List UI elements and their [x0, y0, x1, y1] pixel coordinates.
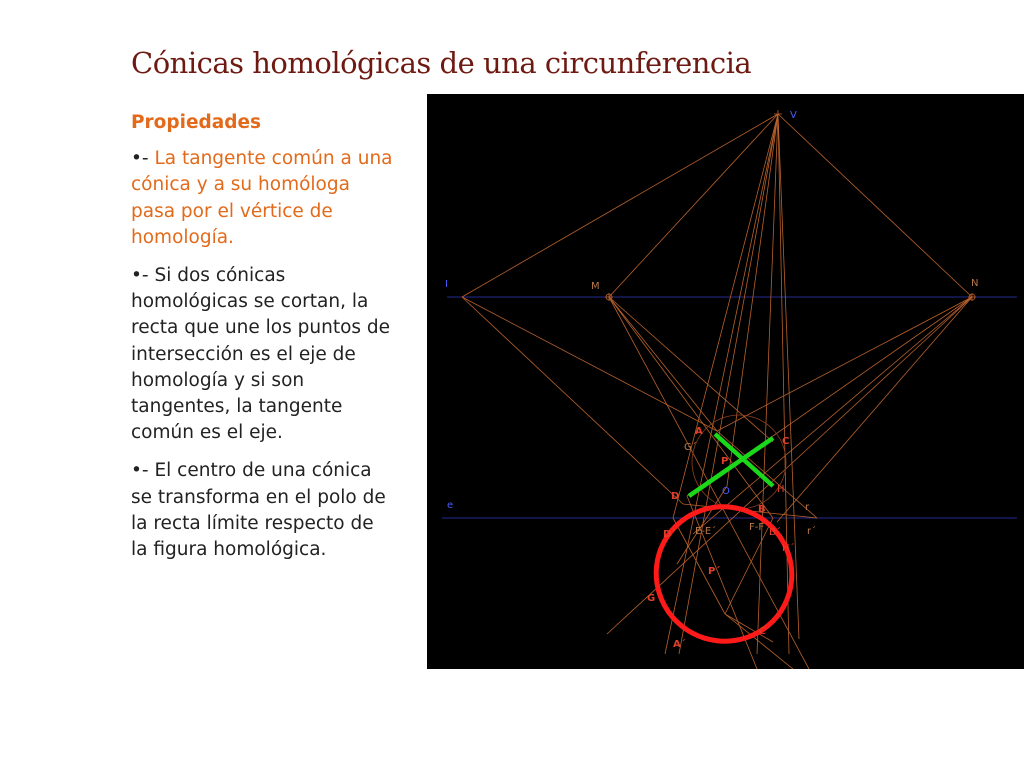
bullet-item-1: [131, 146, 393, 251]
bullet-text: El centro de una cónica se transforma en el polo de la recta límite respecto de la figura homológica.: [131, 460, 386, 561]
label-M: M: [591, 281, 600, 292]
label-P: P: [721, 456, 729, 467]
label-A: A: [695, 426, 703, 437]
bullet-item-2: [131, 263, 393, 446]
label-D-prime: D´: [663, 529, 677, 540]
label-D: D: [671, 491, 680, 502]
construction-lines: [462, 114, 972, 669]
bullet-highlight-text: La tangente común a una cónica y a su homóloga pasa por el vértice de homología.: [131, 148, 393, 248]
label-e: e: [447, 500, 454, 511]
label-H: H: [777, 484, 785, 495]
label-B-prime: B´: [769, 527, 781, 538]
bullet-marker: •-: [131, 460, 155, 482]
label-N: N: [971, 278, 979, 289]
label-P-prime: P´: [708, 566, 721, 577]
label-A-prime: A´: [673, 639, 686, 650]
label-B: B: [758, 504, 766, 515]
bullet-marker: •-: [131, 265, 155, 287]
bullet-text: Si dos cónicas homológicas se cortan, la recta que une los puntos de intersección es el eje de homología y si son tangentes, la tangente común es el eje.: [131, 265, 391, 444]
bullet-marker: •-: [131, 148, 155, 170]
label-I: I: [445, 279, 448, 290]
label-C: C: [782, 436, 790, 447]
label-E-E-prime: E-E´: [695, 526, 717, 537]
label-r: r: [805, 502, 810, 513]
label-C-prime: C´: [759, 626, 771, 637]
label-H-prime: H´: [782, 543, 795, 554]
label-F-F: F-F: [749, 522, 765, 533]
label-V: V: [790, 110, 797, 121]
label-G-prime: G´: [684, 442, 697, 453]
slide-title: Cónicas homológicas de una circunferencia: [131, 46, 752, 80]
point-markers: [605, 110, 979, 301]
diagram-svg: [427, 94, 1024, 669]
bullet-item-3: [131, 458, 393, 563]
label-G: G: [647, 593, 656, 604]
section-heading: Propiedades: [131, 112, 262, 133]
label-r-prime: r´: [807, 526, 817, 537]
label-O: O: [722, 486, 730, 497]
text-column: [131, 110, 393, 575]
homology-diagram: [427, 94, 1024, 669]
